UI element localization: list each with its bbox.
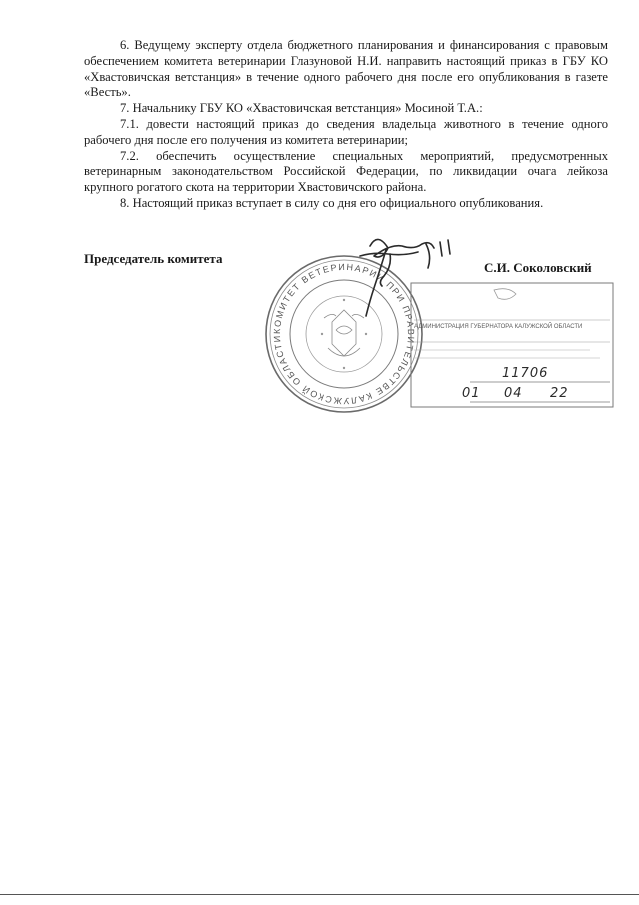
paragraph-7-2: 7.2. обеспечить осуществление специальных мероприятий, предусмотренных ветеринарным законодательством Российской Федерации, по ликвидации очага лейкоза крупного рогатого скота на территории Хвастовичского района. [84,148,608,195]
signatory-name: С.И. Соколовский [484,260,592,275]
paragraph-7-1: 7.1. довести настоящий приказ до сведения владельца животного в течение одного рабочего дня после его получения из комитета ветеринарии; [84,116,608,147]
paragraph-7: 7. Начальнику ГБУ КО «Хвастовичская ветстанция» Мосиной Т.А.: [120,101,483,116]
stamp-header: АДМИНИСТРАЦИЯ ГУБЕРНАТОРА КАЛУЖСКОЙ ОБЛАСТИ [414,324,583,330]
seal-ring-text: КОМИТЕТ ВЕТЕРИНАРИИ ПРИ ПРАВИТЕЛЬСТВЕ КАЛУЖСКОЙ ОБЛАСТИ [271,261,417,407]
paragraph-8: 8. Настоящий приказ вступает в силу со дня его официального опубликования. [120,195,544,210]
signatory-title: Председатель комитета [84,251,223,266]
stamp-date-day: 01 [462,386,481,401]
stamp-date-year: 22 [550,386,569,401]
stamp-reg-number: 11706 [502,366,549,381]
registration-stamp [410,282,615,410]
order-body [84,38,608,212]
page-bottom-edge [0,894,639,895]
paragraph-6: 6. Ведущему эксперту отдела бюджетного планирования и финансирования с правовым обеспечением комитета ветеринарии Глазуновой Н.И. направить настоящий приказ в ГБУ КО «Хвастовичская ветстанция» в течение одного рабочего дня после его опубликования в газете «Весть». [84,38,608,100]
stamp-date-month: 04 [504,386,523,401]
